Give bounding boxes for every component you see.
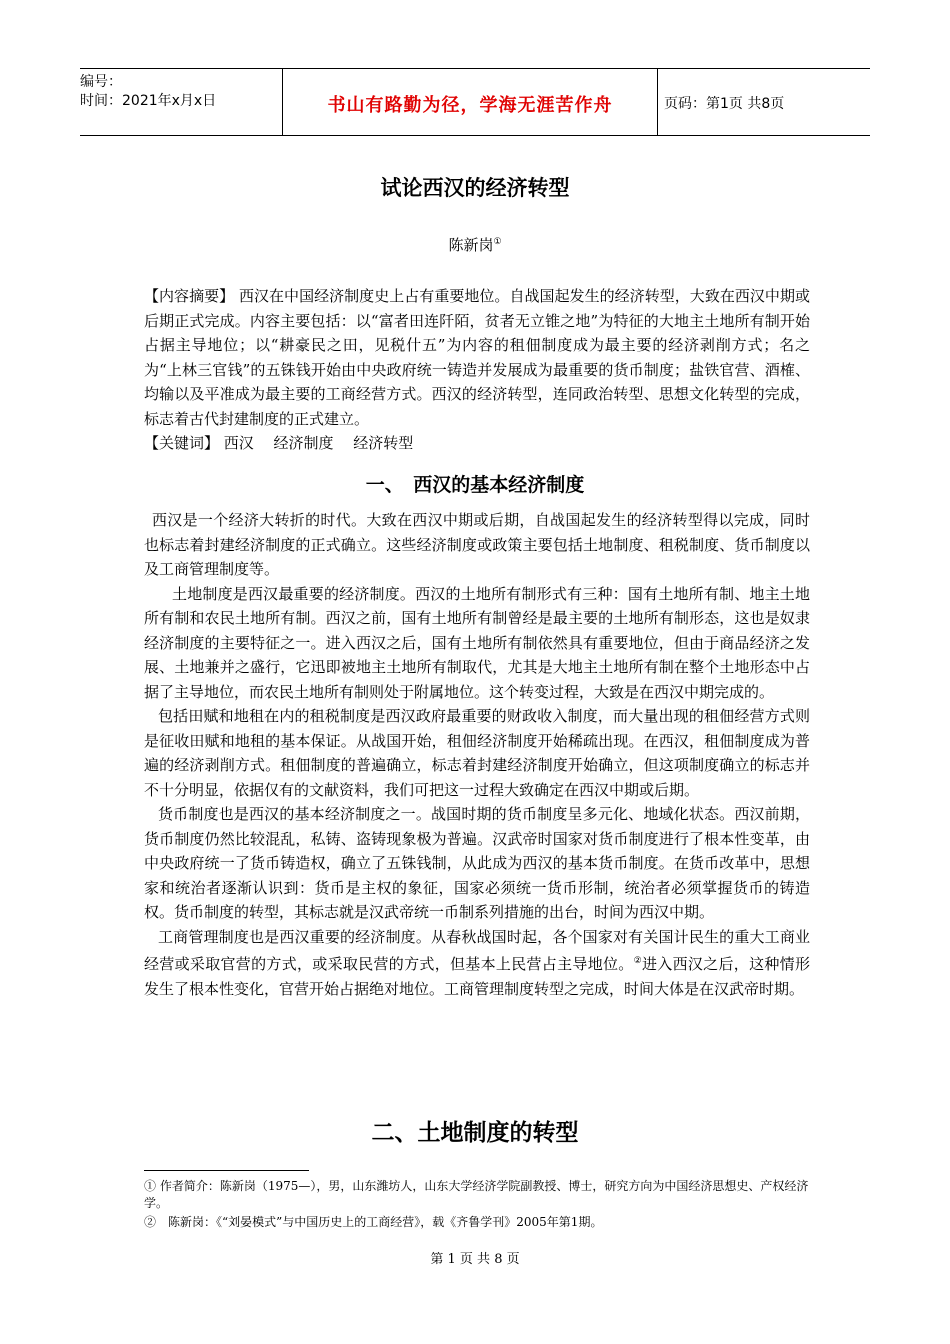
document-title: 试论西汉的经济转型	[380, 176, 570, 200]
abstract-block	[144, 284, 810, 456]
paragraph: 土地制度是西汉最重要的经济制度。西汉的土地所有制形式有三种：国有土地所有制、地主土地所有制和农民土地所有制。西汉之前，国有土地所有制曾经是最主要的土地所有制形态，这也是奴隶经济制度的主要特征之一。进入西汉之后，国有土地所有制依然具有重要地位，但由于商品经济之发展、土地兼并之盛行，它迅即被地主土地所有制取代，尤其是大地主土地所有制在整个土地形态中占据了主导地位，而农民土地所有制则处于附属地位。这个转变过程，大致是在西汉中期完成的。	[144, 584, 810, 701]
number-label: 编号：	[80, 74, 122, 90]
author-name: 陈新岗	[448, 236, 494, 254]
time-label: 时间：2021年x月x日	[80, 93, 217, 109]
abstract: 【内容摘要】 西汉在中国经济制度史上占有重要地位。自战国起发生的经济转型，大致在西汉中期或后期正式完成。内容主要包括：以“富者田连阡陌，贫者无立锥之地”为特征的大地主土地所有制开始占据主导地位；以“耕豪民之田，见税什五”为内容的租佃制度成为最主要的经济剥削方式；名之为“上林三官钱”的五铢钱开始由中央政府统一铸造并发展成为最重要的货币制度；盐铁官营、酒榷、均输以及平准成为最主要的工商经营方式。西汉的经济转型，连同政治转型、思想文化转型的完成，标志着古代封建制度的正式建立。	[144, 287, 810, 428]
section1-heading: 一、 西汉的基本经济制度	[365, 474, 585, 496]
footnote-2: ② 陈新岗：《“刘晏模式”与中国历史上的工商经营》，载《齐鲁学刊》2005年第1期。	[144, 1215, 603, 1229]
page-header	[80, 68, 870, 136]
page-number: 第 1 页 共 8 页	[430, 1252, 520, 1267]
header-motto-cell	[282, 69, 658, 135]
header-page-info: 页码：第1页 共8页	[664, 96, 785, 112]
paragraph: 包括田赋和地租在内的租税制度是西汉政府最重要的财政收入制度，而大量出现的租佃经营方式则是征收田赋和地租的基本保证。从战国开始，租佃经济制度开始稀疏出现。在西汉，租佃制度成为普遍的经济剥削方式。租佃制度的普遍确立，标志着封建经济制度开始确立，但这项制度确立的标志并不十分明显，依据仅有的文献资料，我们可把这一过程大致确定在西汉中期或后期。	[144, 707, 810, 799]
footnote-1: ① 作者简介：陈新岗（1975—），男，山东潍坊人，山东大学经济学院副教授、博士，研究方向为中国经济思想史、产权经济学。	[144, 1179, 809, 1210]
keywords: 【关键词】 西汉 经济制度 经济转型	[144, 434, 414, 452]
author-line	[0, 234, 950, 255]
section1-body	[144, 508, 810, 1001]
header-motto: 书山有路勤为径，学海无涯苦作舟	[327, 95, 613, 116]
paragraph: 货币制度也是西汉的基本经济制度之一。战国时期的货币制度呈多元化、地域化状态。西汉前期，货币制度仍然比较混乱，私铸、盗铸现象极为普遍。汉武帝时国家对货币制度进行了根本性变革，由中央政府统一了货币铸造权，确立了五铢钱制，从此成为西汉的基本货币制度。在货币改革中，思想家和统治者逐渐认识到：货币是主权的象征，国家必须统一货币形制，统治者必须掌握货币的铸造权。货币制度的转型，其标志就是汉武帝统一币制系列措施的出台，时间为西汉中期。	[144, 805, 810, 921]
paragraph	[144, 925, 810, 1002]
section2-heading: 二、土地制度的转型	[371, 1120, 579, 1146]
paragraph-text: 工商管理制度也是西汉重要的经济制度。从春秋战国时起，各个国家对有关国计民生的重大工商业经营或采取官营的方式，或采取民营的方式，但基本上民营占主导地位。	[144, 927, 810, 973]
author-footnote-mark: ①	[493, 237, 502, 247]
paragraph: 西汉是一个经济大转折的时代。大致在西汉中期或后期，自战国起发生的经济转型得以完成，同时也标志着封建经济制度的正式确立。这些经济制度或政策主要包括土地制度、租税制度、货币制度以及工商管理制度等。	[144, 511, 810, 578]
footnote-mark: ②	[633, 956, 642, 966]
header-meta	[80, 69, 280, 139]
footnote-separator	[144, 1170, 309, 1171]
paragraph-text-tail: 进入西汉之后，这种情形发生了根本性变化，官营开始占据绝对地位。工商管理制度转型之完成，时间大体是在汉武帝时期。	[144, 955, 810, 998]
